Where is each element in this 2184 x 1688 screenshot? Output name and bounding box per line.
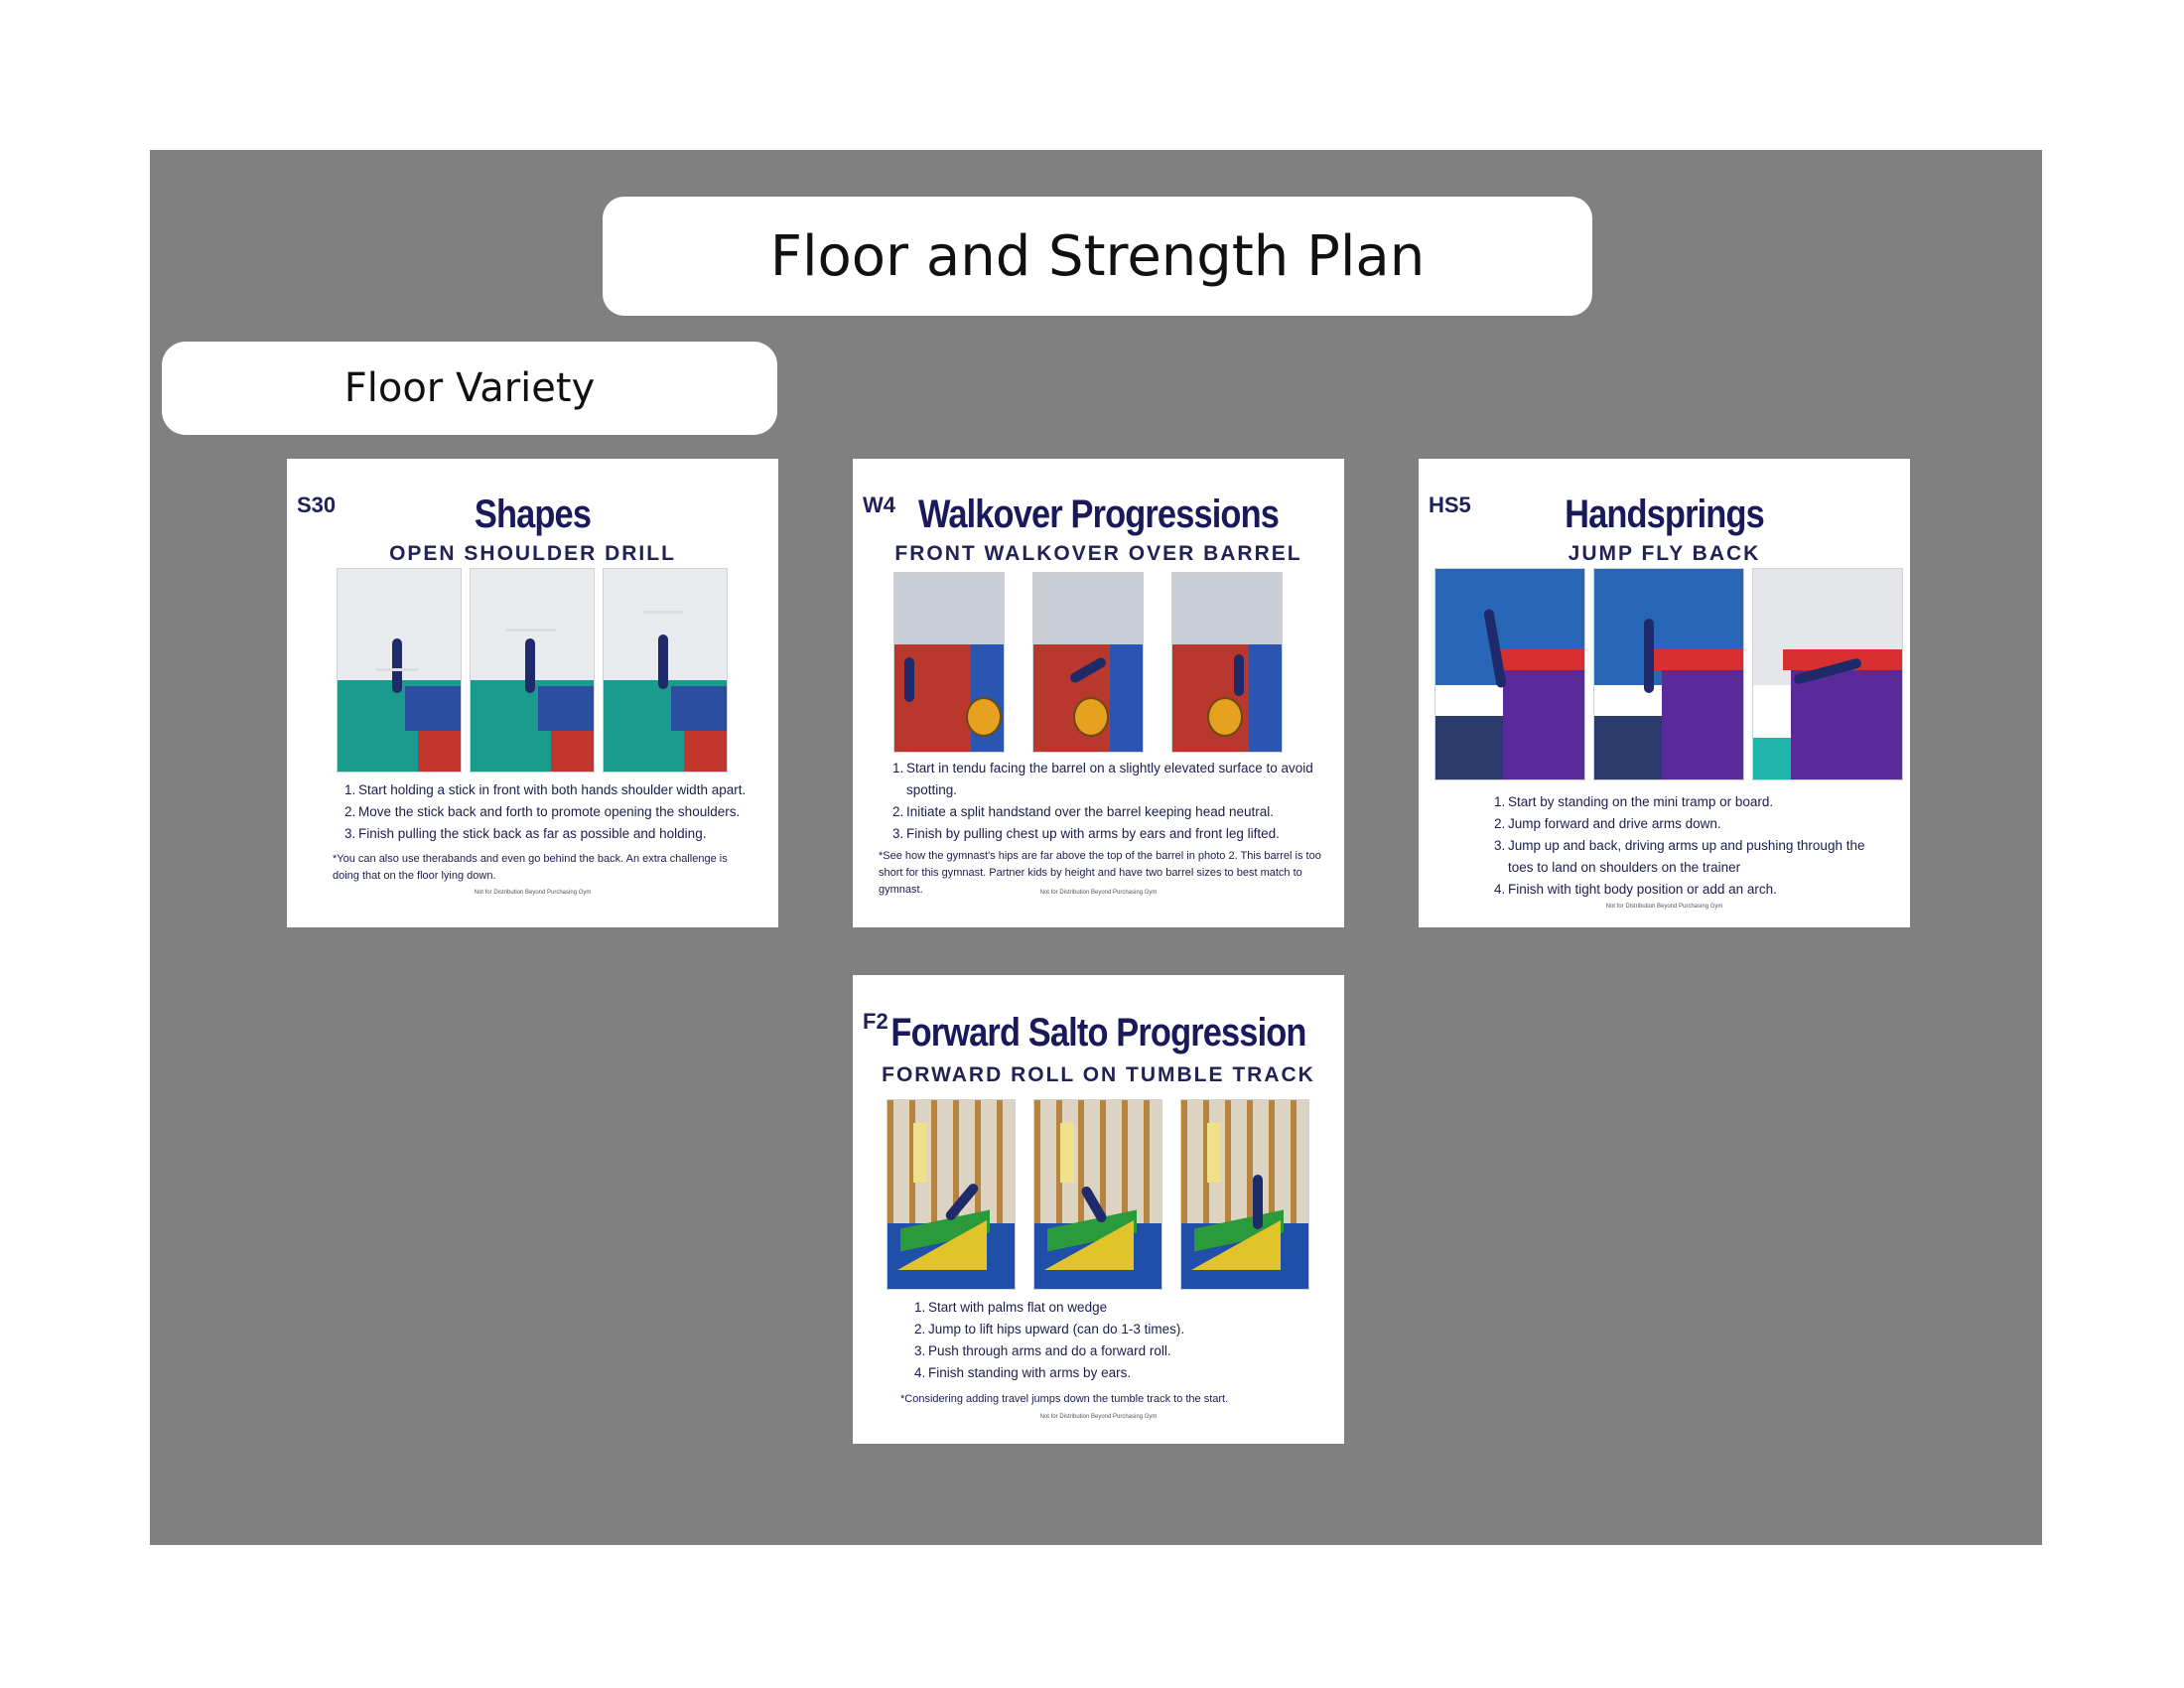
drill-code: W4 [863,492,895,517]
drill-photo-3 [1752,568,1903,780]
plan-board [150,150,2042,1545]
drill-photos [887,1099,1309,1290]
drill-steps [908,1297,1325,1384]
page-title: Floor and Strength Plan [603,197,1592,316]
drill-step: 1. Start holding a stick in front with both hands shoulder width apart. [344,782,747,797]
drill-title: Shapes [474,492,592,536]
drill-photo-1 [893,572,1005,753]
drill-photo-2 [1032,572,1144,753]
drill-step: 2. Initiate a split handstand over the barrel keeping head neutral. [892,804,1274,819]
drill-subtitle: FORWARD ROLL ON TUMBLE TRACK [882,1063,1315,1086]
drill-steps [339,779,755,845]
drill-title: Walkover Progressions [917,492,1280,536]
drill-photo-1 [337,568,462,773]
distribution-notice: Not for Distribution Beyond Purchasing Gym [1039,890,1158,896]
drill-photo-2 [1033,1099,1162,1290]
drill-subtitle: JUMP FLY BACK [1568,542,1761,565]
drill-card-forward-salto[interactable] [853,975,1344,1444]
section-label-floor-variety: Floor Variety [162,342,777,435]
drill-card-shapes[interactable] [287,459,778,927]
distribution-notice: Not for Distribution Beyond Purchasing Gym [1039,1414,1158,1420]
drill-photo-3 [1180,1099,1309,1290]
distribution-notice: Not for Distribution Beyond Purchasing Gym [474,890,592,896]
drill-photo-3 [1171,572,1283,753]
drill-step: 3. Push through arms and do a forward roll. [914,1343,1171,1358]
distribution-notice: Not for Distribution Beyond Purchasing Gym [1605,904,1723,910]
drill-photo-3 [603,568,728,773]
drill-steps [887,758,1323,845]
drill-title: Forward Salto Progression [890,1011,1306,1055]
drill-step: 2. Move the stick back and forth to promote opening the shoulders. [344,804,741,819]
drill-step: 1. Start with palms flat on wedge [914,1300,1108,1315]
drill-note: *You can also use therabands and even go behind the back. An extra challenge is doing that on the floor lying down. [333,853,728,882]
drill-photo-1 [1434,568,1585,780]
drill-photos [893,572,1283,753]
drill-code: HS5 [1429,492,1471,517]
drill-step: 2. Jump forward and drive arms down. [1494,816,1721,831]
drill-code: S30 [297,492,337,517]
drill-step: 2. Jump to lift hips upward (can do 1-3 times). [914,1322,1185,1336]
drill-photos [337,568,728,773]
drill-step: 1. Start in tendu facing the barrel on a slightly elevated surface to avoid spotting. [892,761,1313,797]
drill-step: 3. Jump up and back, driving arms up and pushing through the toes to land on shoulders on the trainer [1494,838,1865,875]
drill-steps [1488,791,1885,901]
drill-step: 1. Start by standing on the mini tramp or board. [1494,794,1774,809]
drill-photo-2 [1593,568,1744,780]
drill-title: Handsprings [1565,492,1764,536]
drill-step: 4. Finish with tight body position or add an arch. [1494,882,1777,897]
drill-step: 3. Finish pulling the stick back as far as possible and holding. [344,826,707,841]
drill-note: *Considering adding travel jumps down the tumble track to the start. [900,1393,1229,1405]
drill-step: 4. Finish standing with arms by ears. [914,1365,1132,1380]
drill-step: 3. Finish by pulling chest up with arms by ears and front leg lifted. [892,826,1280,841]
drill-subtitle: FRONT WALKOVER OVER BARREL [894,542,1302,565]
drill-photos [1434,568,1903,780]
drill-subtitle: OPEN SHOULDER DRILL [389,542,676,565]
drill-photo-1 [887,1099,1016,1290]
drill-code: F2 [863,1009,888,1034]
drill-note: *See how the gymnast's hips are far above the top of the barrel in photo 2. This barrel is too short for this gymnast. Partner kids by height and have two barrel sizes to best match to gymnast. [879,850,1321,896]
drill-card-handsprings[interactable] [1419,459,1910,927]
drill-photo-2 [470,568,595,773]
drill-card-walkover[interactable] [853,459,1344,927]
